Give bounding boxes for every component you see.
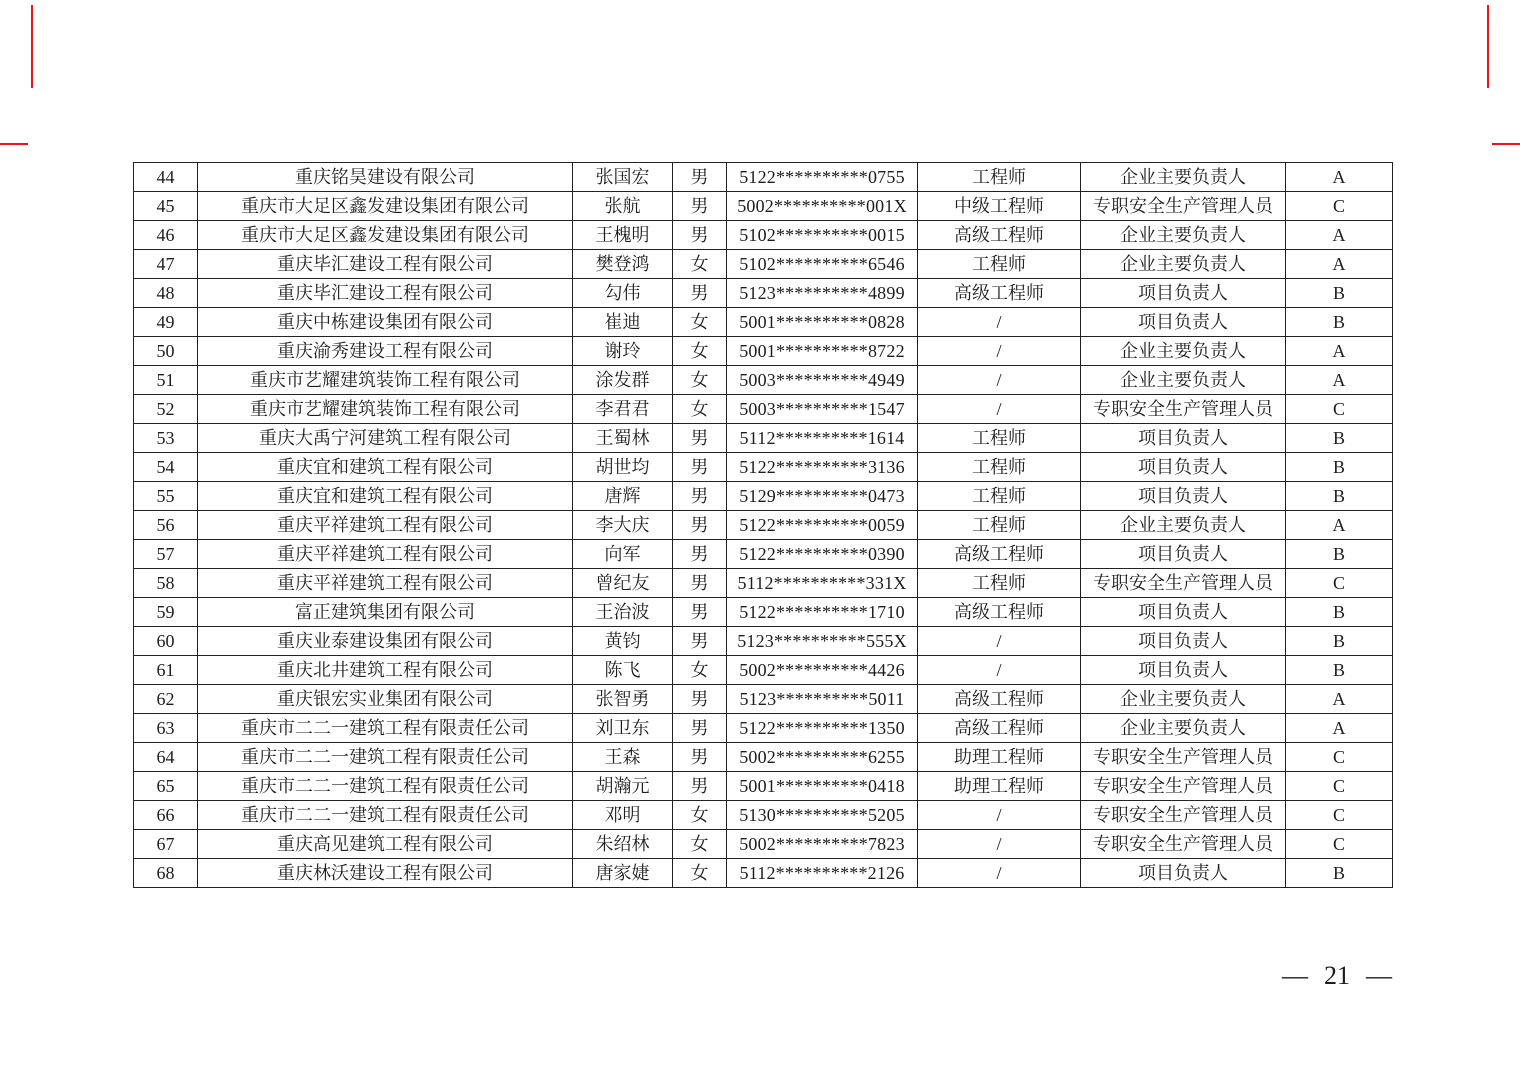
cell-grade: A [1286,511,1393,540]
cell-grade: B [1286,453,1393,482]
table-row [134,685,1393,714]
cell-role: 项目负责人 [1081,424,1286,453]
cell-name: 向军 [573,540,673,569]
cell-gender: 男 [673,598,727,627]
cell-grade: C [1286,569,1393,598]
cell-company: 重庆市二二一建筑工程有限责任公司 [198,801,573,830]
cell-name: 张智勇 [573,685,673,714]
cell-grade: A [1286,366,1393,395]
cell-grade: B [1286,627,1393,656]
cell-name: 朱绍林 [573,830,673,859]
cell-title: 工程师 [918,482,1081,511]
cell-company: 重庆宜和建筑工程有限公司 [198,482,573,511]
cell-company: 重庆市二二一建筑工程有限责任公司 [198,772,573,801]
cell-name: 曾纪友 [573,569,673,598]
cell-id: 5102**********0015 [727,221,918,250]
cell-grade: A [1286,250,1393,279]
table-row [134,366,1393,395]
cell-id: 5122**********3136 [727,453,918,482]
cell-id: 5129**********0473 [727,482,918,511]
cell-company: 重庆铭昊建设有限公司 [198,163,573,192]
cell-title: / [918,395,1081,424]
cell-gender: 男 [673,192,727,221]
cell-company: 重庆市艺耀建筑装饰工程有限公司 [198,366,573,395]
cell-gender: 女 [673,395,727,424]
cell-company: 重庆中栋建设集团有限公司 [198,308,573,337]
cell-id: 5001**********8722 [727,337,918,366]
cell-role: 项目负责人 [1081,598,1286,627]
personnel-certification-table [133,162,1393,888]
cell-grade: C [1286,192,1393,221]
cell-id: 5003**********4949 [727,366,918,395]
cell-grade: A [1286,221,1393,250]
table-row [134,598,1393,627]
table-row [134,308,1393,337]
table-row [134,482,1393,511]
cell-company: 重庆市艺耀建筑装饰工程有限公司 [198,395,573,424]
cell-gender: 女 [673,337,727,366]
cell-role: 专职安全生产管理人员 [1081,743,1286,772]
cell-company: 重庆平祥建筑工程有限公司 [198,540,573,569]
table-row [134,714,1393,743]
cell-name: 唐家婕 [573,859,673,888]
cell-name: 黄钧 [573,627,673,656]
table-row [134,453,1393,482]
cell-name: 李君君 [573,395,673,424]
cell-name: 张航 [573,192,673,221]
cell-gender: 男 [673,453,727,482]
cell-role: 专职安全生产管理人员 [1081,772,1286,801]
cell-grade: C [1286,801,1393,830]
cell-no: 51 [134,366,198,395]
cell-no: 44 [134,163,198,192]
cell-title: 工程师 [918,511,1081,540]
cell-no: 57 [134,540,198,569]
cell-title: / [918,830,1081,859]
cell-role: 企业主要负责人 [1081,511,1286,540]
cell-no: 64 [134,743,198,772]
cell-gender: 女 [673,308,727,337]
cell-gender: 女 [673,830,727,859]
cell-title: / [918,308,1081,337]
table-row [134,801,1393,830]
cell-role: 专职安全生产管理人员 [1081,192,1286,221]
cell-gender: 男 [673,743,727,772]
cell-company: 重庆北井建筑工程有限公司 [198,656,573,685]
table-row [134,656,1393,685]
cell-grade: C [1286,395,1393,424]
cell-name: 崔迪 [573,308,673,337]
cell-gender: 女 [673,801,727,830]
cell-title: 高级工程师 [918,685,1081,714]
table-row [134,540,1393,569]
page-number-value: 21 [1324,961,1350,990]
cell-no: 59 [134,598,198,627]
cell-grade: B [1286,424,1393,453]
cell-no: 52 [134,395,198,424]
table-row [134,859,1393,888]
page-number-dash-left: — [1282,961,1308,990]
cell-grade: B [1286,308,1393,337]
cell-id: 5122**********1710 [727,598,918,627]
cell-gender: 男 [673,221,727,250]
cell-name: 王槐明 [573,221,673,250]
table-row [134,395,1393,424]
cell-grade: A [1286,714,1393,743]
cell-no: 50 [134,337,198,366]
cell-id: 5130**********5205 [727,801,918,830]
cell-name: 张国宏 [573,163,673,192]
cell-company: 重庆毕汇建设工程有限公司 [198,250,573,279]
cell-title: / [918,337,1081,366]
cell-role: 专职安全生产管理人员 [1081,395,1286,424]
cell-role: 项目负责人 [1081,656,1286,685]
crop-mark-right-edge [1492,143,1520,145]
cell-id: 5123**********5011 [727,685,918,714]
cell-id: 5002**********001X [727,192,918,221]
cell-company: 重庆高见建筑工程有限公司 [198,830,573,859]
cell-grade: C [1286,830,1393,859]
cell-name: 樊登鸿 [573,250,673,279]
cell-name: 王蜀林 [573,424,673,453]
cell-title: / [918,656,1081,685]
cell-title: / [918,627,1081,656]
cell-title: 工程师 [918,453,1081,482]
cell-no: 67 [134,830,198,859]
table-row [134,511,1393,540]
table-row [134,743,1393,772]
cell-company: 重庆大禹宁河建筑工程有限公司 [198,424,573,453]
cell-role: 企业主要负责人 [1081,221,1286,250]
cell-no: 66 [134,801,198,830]
cell-company: 重庆市大足区鑫发建设集团有限公司 [198,221,573,250]
cell-id: 5002**********6255 [727,743,918,772]
cell-title: 助理工程师 [918,772,1081,801]
cell-role: 企业主要负责人 [1081,163,1286,192]
cell-role: 项目负责人 [1081,453,1286,482]
cell-role: 企业主要负责人 [1081,337,1286,366]
cell-gender: 男 [673,163,727,192]
cell-name: 涂发群 [573,366,673,395]
cell-name: 陈飞 [573,656,673,685]
cell-gender: 男 [673,627,727,656]
table-row [134,221,1393,250]
cell-title: 高级工程师 [918,540,1081,569]
cell-role: 项目负责人 [1081,540,1286,569]
cell-gender: 女 [673,366,727,395]
cell-title: 工程师 [918,424,1081,453]
cell-role: 企业主要负责人 [1081,366,1286,395]
cell-gender: 男 [673,714,727,743]
cell-name: 王森 [573,743,673,772]
cell-title: 高级工程师 [918,279,1081,308]
cell-gender: 男 [673,511,727,540]
cell-id: 5003**********1547 [727,395,918,424]
cell-no: 46 [134,221,198,250]
cell-id: 5112**********1614 [727,424,918,453]
cell-no: 54 [134,453,198,482]
table-row [134,424,1393,453]
cell-gender: 男 [673,772,727,801]
cell-id: 5122**********0755 [727,163,918,192]
cell-no: 53 [134,424,198,453]
cell-no: 55 [134,482,198,511]
cell-no: 47 [134,250,198,279]
cell-role: 项目负责人 [1081,627,1286,656]
cell-company: 重庆市二二一建筑工程有限责任公司 [198,714,573,743]
cell-id: 5002**********4426 [727,656,918,685]
cell-title: / [918,366,1081,395]
cell-company: 重庆平祥建筑工程有限公司 [198,569,573,598]
cell-title: / [918,859,1081,888]
cell-id: 5112**********331X [727,569,918,598]
cell-company: 重庆市大足区鑫发建设集团有限公司 [198,192,573,221]
cell-role: 企业主要负责人 [1081,250,1286,279]
cell-company: 重庆渝秀建设工程有限公司 [198,337,573,366]
cell-no: 56 [134,511,198,540]
cell-grade: A [1286,685,1393,714]
cell-id: 5122**********1350 [727,714,918,743]
cell-name: 李大庆 [573,511,673,540]
cell-role: 专职安全生产管理人员 [1081,830,1286,859]
cell-grade: C [1286,743,1393,772]
cell-grade: A [1286,337,1393,366]
cell-role: 项目负责人 [1081,279,1286,308]
cell-name: 邓明 [573,801,673,830]
page-number-dash-right: — [1366,961,1392,990]
cell-name: 王治波 [573,598,673,627]
cell-company: 重庆林沃建设工程有限公司 [198,859,573,888]
table-row [134,627,1393,656]
cell-no: 49 [134,308,198,337]
cell-grade: A [1286,163,1393,192]
cell-gender: 男 [673,482,727,511]
cell-id: 5001**********0418 [727,772,918,801]
cell-title: 工程师 [918,250,1081,279]
cell-name: 刘卫东 [573,714,673,743]
cell-name: 胡瀚元 [573,772,673,801]
cell-name: 谢玲 [573,337,673,366]
cell-grade: C [1286,772,1393,801]
cell-id: 5112**********2126 [727,859,918,888]
cell-role: 项目负责人 [1081,859,1286,888]
cell-gender: 男 [673,279,727,308]
cell-gender: 男 [673,424,727,453]
cell-name: 勾伟 [573,279,673,308]
cell-id: 5001**********0828 [727,308,918,337]
crop-mark-top-right [1487,5,1489,88]
cell-title: 助理工程师 [918,743,1081,772]
cell-grade: B [1286,656,1393,685]
table-row [134,163,1393,192]
cell-company: 重庆银宏实业集团有限公司 [198,685,573,714]
cell-company: 重庆宜和建筑工程有限公司 [198,453,573,482]
cell-grade: B [1286,482,1393,511]
cell-gender: 男 [673,540,727,569]
cell-grade: B [1286,540,1393,569]
cell-role: 项目负责人 [1081,308,1286,337]
cell-gender: 女 [673,656,727,685]
cell-role: 专职安全生产管理人员 [1081,569,1286,598]
cell-id: 5102**********6546 [727,250,918,279]
cell-name: 胡世均 [573,453,673,482]
cell-no: 58 [134,569,198,598]
cell-no: 63 [134,714,198,743]
cell-company: 重庆毕汇建设工程有限公司 [198,279,573,308]
cell-grade: B [1286,598,1393,627]
cell-no: 45 [134,192,198,221]
cell-company: 重庆平祥建筑工程有限公司 [198,511,573,540]
cell-id: 5122**********0390 [727,540,918,569]
cell-no: 62 [134,685,198,714]
cell-title: 中级工程师 [918,192,1081,221]
cell-title: 高级工程师 [918,714,1081,743]
cell-id: 5002**********7823 [727,830,918,859]
cell-title: 高级工程师 [918,598,1081,627]
cell-company: 重庆市二二一建筑工程有限责任公司 [198,743,573,772]
cell-gender: 女 [673,859,727,888]
cell-gender: 男 [673,569,727,598]
cell-gender: 男 [673,685,727,714]
cell-company: 重庆业泰建设集团有限公司 [198,627,573,656]
table-row [134,192,1393,221]
crop-mark-left-edge [0,143,28,145]
cell-name: 唐辉 [573,482,673,511]
table-row [134,279,1393,308]
crop-mark-top-left [31,5,33,88]
cell-role: 项目负责人 [1081,482,1286,511]
table-row [134,337,1393,366]
table-row [134,569,1393,598]
cell-no: 65 [134,772,198,801]
cell-role: 企业主要负责人 [1081,714,1286,743]
cell-no: 68 [134,859,198,888]
cell-grade: B [1286,859,1393,888]
cell-id: 5123**********555X [727,627,918,656]
cell-no: 48 [134,279,198,308]
cell-no: 60 [134,627,198,656]
cell-role: 专职安全生产管理人员 [1081,801,1286,830]
cell-title: 高级工程师 [918,221,1081,250]
cell-title: 工程师 [918,569,1081,598]
cell-grade: B [1286,279,1393,308]
page-number [1282,960,1392,991]
cell-no: 61 [134,656,198,685]
cell-id: 5123**********4899 [727,279,918,308]
cell-company: 富正建筑集团有限公司 [198,598,573,627]
table-row [134,250,1393,279]
cell-id: 5122**********0059 [727,511,918,540]
cell-title: / [918,801,1081,830]
cell-title: 工程师 [918,163,1081,192]
table-row [134,772,1393,801]
table-row [134,830,1393,859]
cell-gender: 女 [673,250,727,279]
cell-role: 企业主要负责人 [1081,685,1286,714]
